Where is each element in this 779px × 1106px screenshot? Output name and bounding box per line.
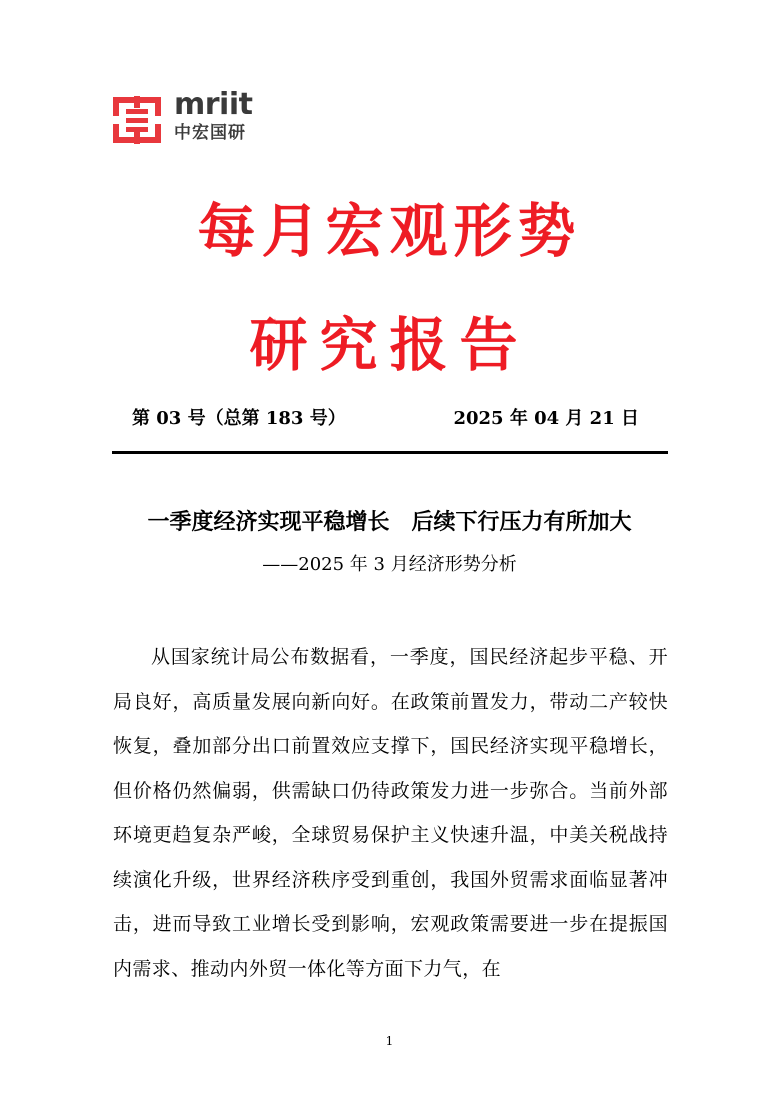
article-subheadline: ——2025 年 3 月经济形势分析 [262,554,517,575]
page-number: 1 [385,1034,394,1048]
logo-brand-cn: 中宏国研 [174,123,246,143]
report-title-line2: 研究报告 [249,311,530,379]
logo-brand-en: mriit [174,87,253,122]
issue-date: 2025 年 04 月 21 日 [453,408,639,429]
mriit-logo-icon [112,96,162,144]
report-title-line1: 每月宏观形势 [197,197,582,265]
header-divider [112,451,668,454]
article-headline: 一季度经济实现平稳增长 后续下行压力有所加大 [147,509,632,535]
logo [112,87,272,146]
issue-number: 第 03 号（总第 183 号） [132,408,346,429]
article-body: 从国家统计局公布数据看，一季度，国民经济起步平稳、开局良好，高质量发展向新向好。在政策前置发力，带动二产较快恢复，叠加部分出口前置效应支撑下，国民经济实现平稳增长，但价格仍然偏弱，供需缺口仍待政策发力进一步弥合。当前外部环境更趋复杂严峻，全球贸易保护主义快速升温，中美关税战持续演化升级，世界经济秩序受到重创，我国外贸需求面临显著冲击，进而导致工业增长受到影响，宏观政策需要进一步在提振国内需求、推动内外贸一体化等方面下力气，在 [113,646,668,980]
